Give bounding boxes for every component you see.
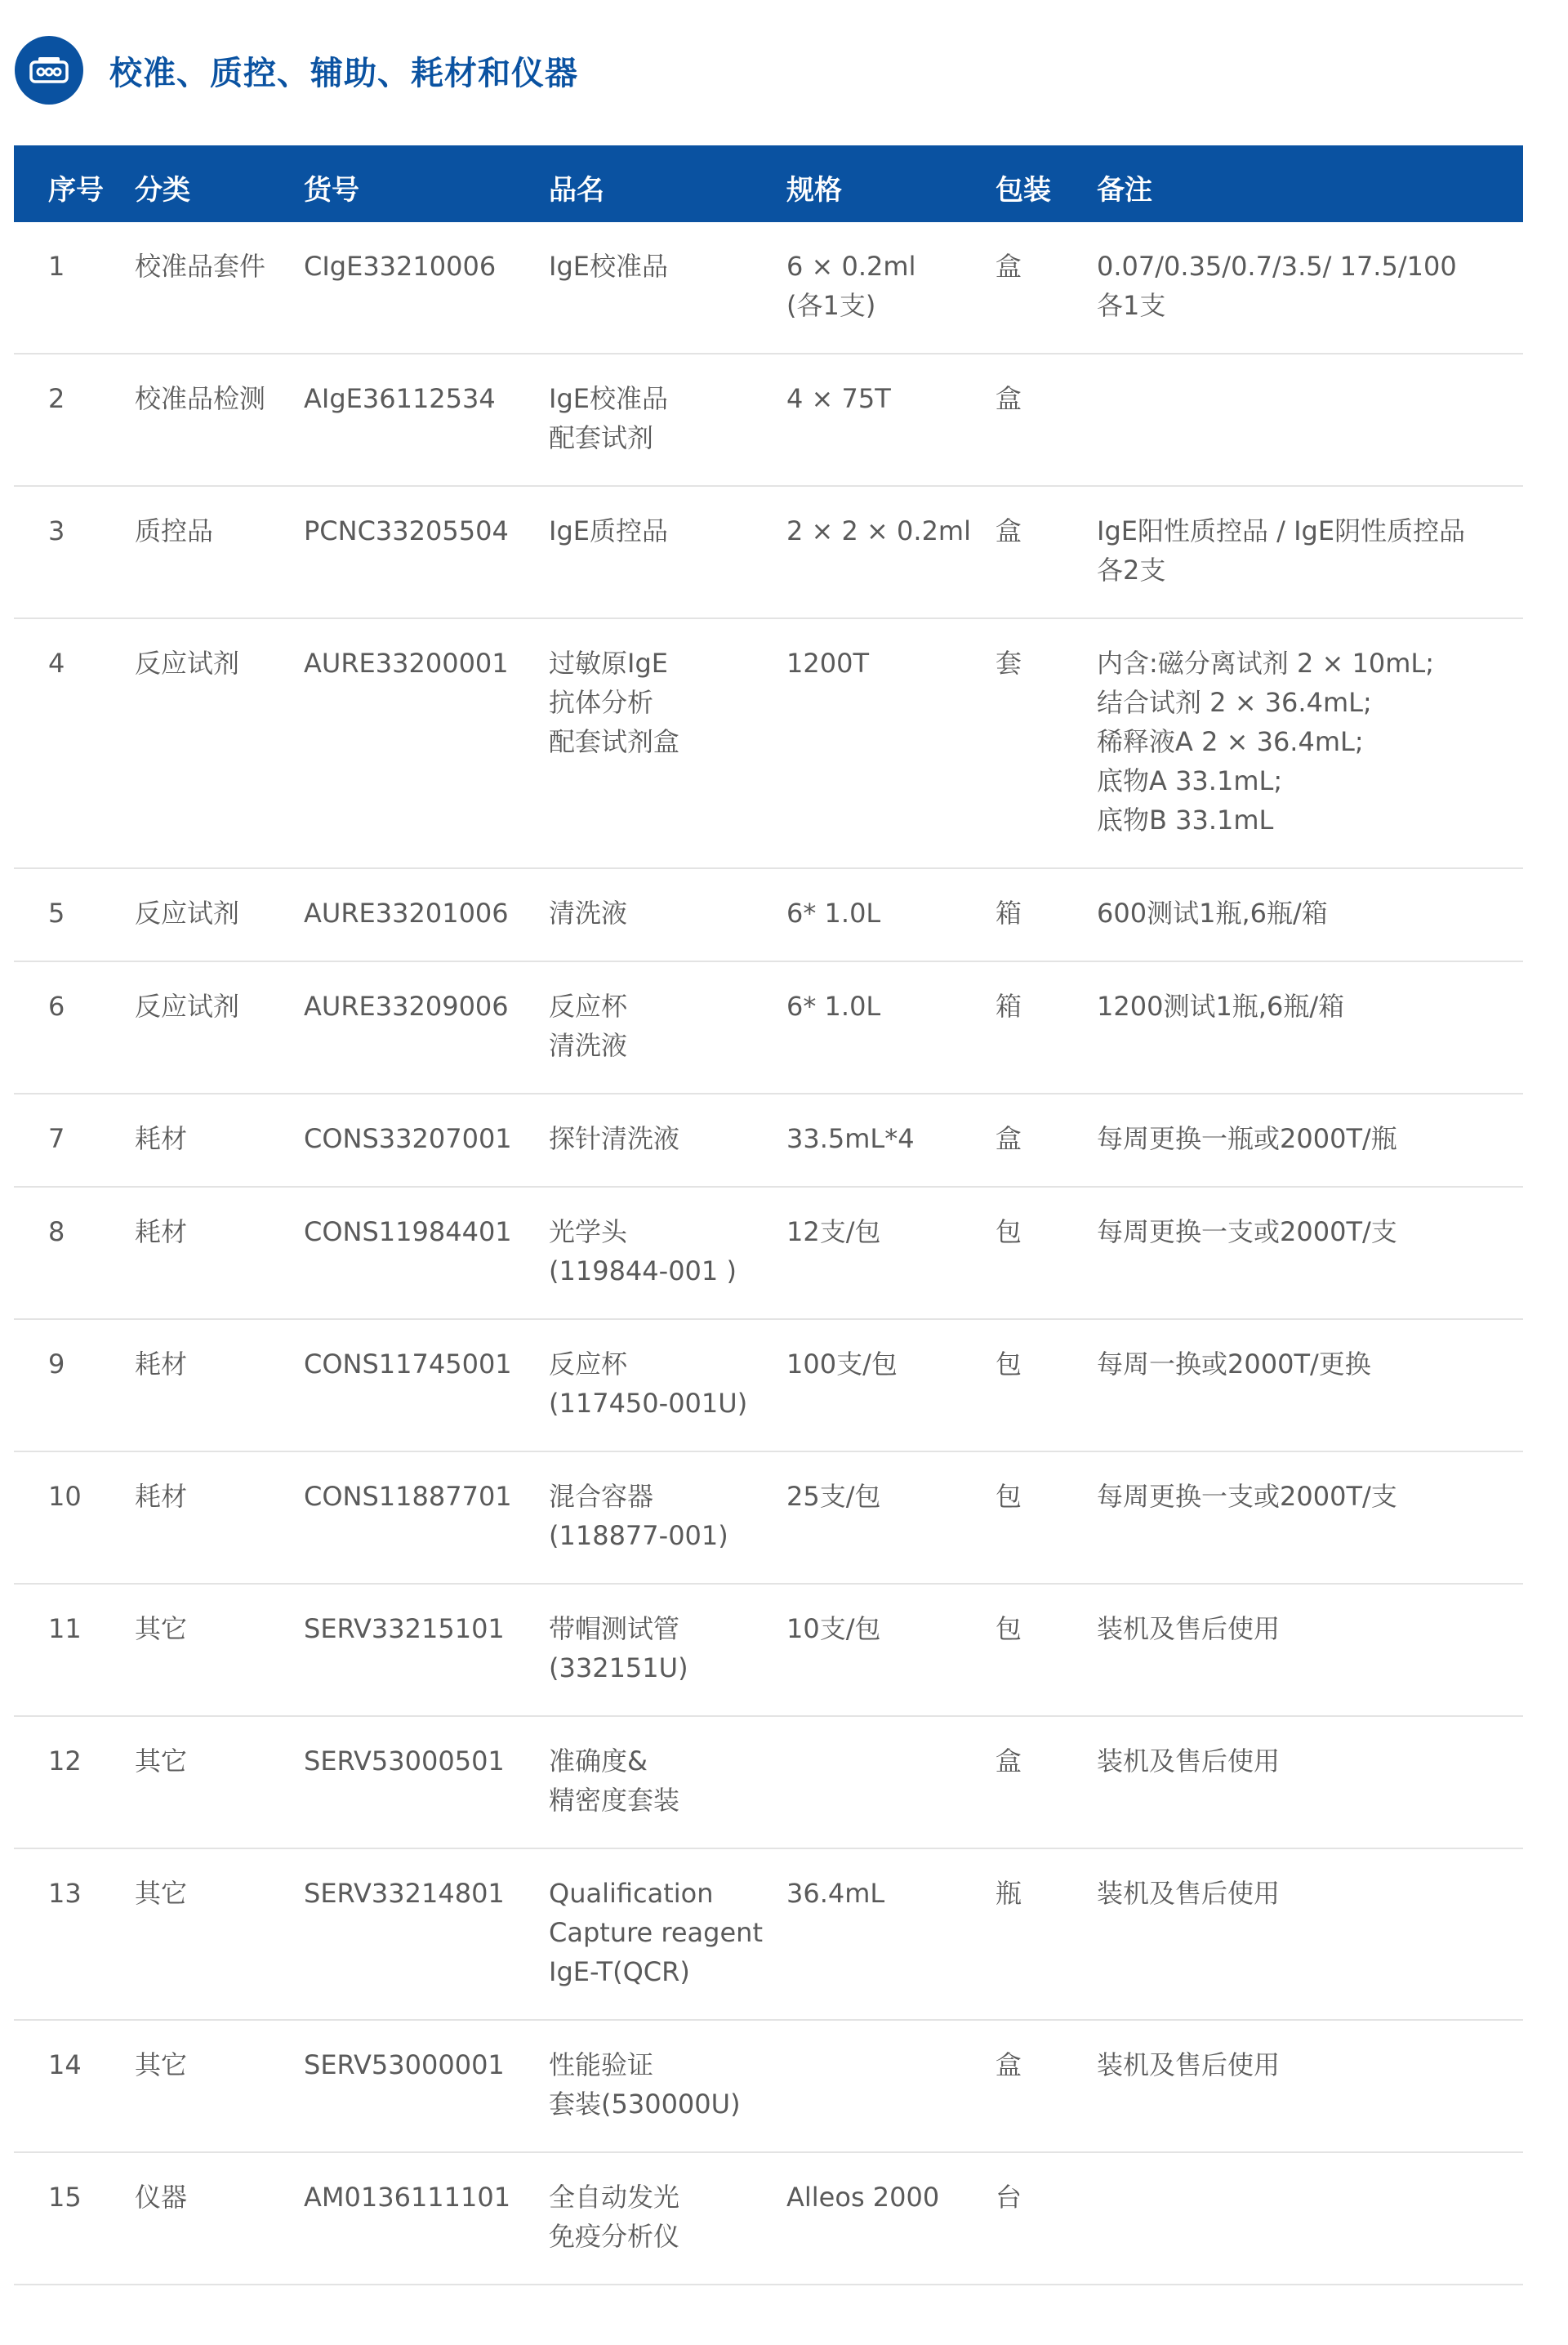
cell-seq: 14 <box>14 2020 135 2152</box>
cell-note: 每周更换一支或2000T/支 <box>1097 1451 1523 1584</box>
cell-spec: 6* 1.0L <box>786 868 996 961</box>
cell-note: 装机及售后使用 <box>1097 1584 1523 1716</box>
cell-note: 0.07/0.35/0.7/3.5/ 17.5/100 各1支 <box>1097 222 1523 354</box>
cell-seq: 1 <box>14 222 135 354</box>
cell-seq: 4 <box>14 618 135 868</box>
page-title: 校准、质控、辅助、耗材和仪器 <box>109 54 578 92</box>
cell-item-no: CONS11887701 <box>304 1451 549 1584</box>
cell-category: 耗材 <box>135 1187 304 1319</box>
cell-category: 校准品套件 <box>135 222 304 354</box>
cell-spec: 4 × 75T <box>786 354 996 486</box>
cell-name: 过敏原IgE 抗体分析 配套试剂盒 <box>549 618 786 868</box>
cell-seq: 11 <box>14 1584 135 1716</box>
cell-note <box>1097 354 1523 486</box>
cell-name: IgE校准品 <box>549 222 786 354</box>
table-row <box>14 1319 1523 1451</box>
cell-name: 反应杯 (117450-001U) <box>549 1319 786 1451</box>
cell-category: 其它 <box>135 1584 304 1716</box>
cell-spec <box>786 1716 996 1848</box>
cell-pack: 瓶 <box>996 1848 1097 2020</box>
cell-pack: 盒 <box>996 1716 1097 1848</box>
cell-pack: 包 <box>996 1187 1097 1319</box>
cell-item-no: AIgE36112534 <box>304 354 549 486</box>
table-row <box>14 618 1523 868</box>
table-body <box>14 222 1523 2285</box>
cell-item-no: AURE33201006 <box>304 868 549 961</box>
cell-category: 耗材 <box>135 1094 304 1187</box>
product-table-container <box>14 145 1523 2285</box>
cell-item-no: PCNC33205504 <box>304 486 549 618</box>
cell-seq: 5 <box>14 868 135 961</box>
cell-seq: 8 <box>14 1187 135 1319</box>
cell-name: 清洗液 <box>549 868 786 961</box>
cell-spec: 36.4mL <box>786 1848 996 2020</box>
cell-category: 质控品 <box>135 486 304 618</box>
cell-note: 装机及售后使用 <box>1097 1848 1523 2020</box>
cell-category: 其它 <box>135 1848 304 2020</box>
cell-item-no: SERV53000001 <box>304 2020 549 2152</box>
cell-item-no: AURE33200001 <box>304 618 549 868</box>
reagent-kit-icon <box>15 36 83 105</box>
cell-name: 混合容器 (118877-001) <box>549 1451 786 1584</box>
cell-category: 仪器 <box>135 2152 304 2285</box>
cell-pack: 包 <box>996 1584 1097 1716</box>
cell-pack: 盒 <box>996 354 1097 486</box>
table-row <box>14 2152 1523 2285</box>
cell-seq: 10 <box>14 1451 135 1584</box>
cell-pack: 盒 <box>996 2020 1097 2152</box>
cell-spec <box>786 2020 996 2152</box>
cell-item-no: CIgE33210006 <box>304 222 549 354</box>
table-row <box>14 1187 1523 1319</box>
reagent-kit-glyph <box>29 56 69 85</box>
cell-seq: 12 <box>14 1716 135 1848</box>
table-row <box>14 486 1523 618</box>
cell-item-no: AURE33209006 <box>304 961 549 1094</box>
cell-pack: 台 <box>996 2152 1097 2285</box>
cell-category: 反应试剂 <box>135 961 304 1094</box>
cell-item-no: AM0136111101 <box>304 2152 549 2285</box>
cell-pack: 盒 <box>996 1094 1097 1187</box>
cell-name: IgE质控品 <box>549 486 786 618</box>
cell-name: 带帽测试管 (332151U) <box>549 1584 786 1716</box>
cell-name: 全自动发光 免疫分析仪 <box>549 2152 786 2285</box>
cell-spec: 10支/包 <box>786 1584 996 1716</box>
cell-note: 每周一换或2000T/更换 <box>1097 1319 1523 1451</box>
table-row <box>14 1716 1523 1848</box>
table-row <box>14 1451 1523 1584</box>
column-header-note: 备注 <box>1097 173 1152 207</box>
cell-name: IgE校准品 配套试剂 <box>549 354 786 486</box>
cell-note: 每周更换一支或2000T/支 <box>1097 1187 1523 1319</box>
cell-spec: 25支/包 <box>786 1451 996 1584</box>
cell-name: 性能验证 套装(530000U) <box>549 2020 786 2152</box>
cell-item-no: SERV33214801 <box>304 1848 549 2020</box>
table-row <box>14 961 1523 1094</box>
cell-seq: 7 <box>14 1094 135 1187</box>
table-row <box>14 1094 1523 1187</box>
cell-category: 耗材 <box>135 1319 304 1451</box>
cell-spec: 2 × 2 × 0.2ml <box>786 486 996 618</box>
cell-name: 反应杯 清洗液 <box>549 961 786 1094</box>
cell-category: 反应试剂 <box>135 618 304 868</box>
cell-item-no: SERV53000501 <box>304 1716 549 1848</box>
column-header-pack: 包装 <box>996 173 1051 207</box>
cell-category: 耗材 <box>135 1451 304 1584</box>
product-table <box>14 145 1523 2285</box>
cell-pack: 盒 <box>996 222 1097 354</box>
cell-spec: 100支/包 <box>786 1319 996 1451</box>
cell-note: IgE阳性质控品 / IgE阴性质控品 各2支 <box>1097 486 1523 618</box>
table-header-row <box>14 145 1523 222</box>
cell-spec: Alleos 2000 <box>786 2152 996 2285</box>
table-row <box>14 354 1523 486</box>
cell-note <box>1097 2152 1523 2285</box>
cell-spec: 6* 1.0L <box>786 961 996 1094</box>
cell-category: 其它 <box>135 2020 304 2152</box>
cell-note: 每周更换一瓶或2000T/瓶 <box>1097 1094 1523 1187</box>
table-row <box>14 1584 1523 1716</box>
cell-seq: 15 <box>14 2152 135 2285</box>
cell-pack: 套 <box>996 618 1097 868</box>
table-row <box>14 1848 1523 2020</box>
cell-spec: 33.5mL*4 <box>786 1094 996 1187</box>
cell-category: 其它 <box>135 1716 304 1848</box>
table-row <box>14 2020 1523 2152</box>
cell-spec: 12支/包 <box>786 1187 996 1319</box>
cell-note: 装机及售后使用 <box>1097 1716 1523 1848</box>
cell-note: 600测试1瓶,6瓶/箱 <box>1097 868 1523 961</box>
cell-name: 光学头 (119844-001 ) <box>549 1187 786 1319</box>
cell-pack: 箱 <box>996 868 1097 961</box>
cell-note: 内含:磁分离试剂 2 × 10mL; 结合试剂 2 × 36.4mL; 稀释液A 2 × 36.4mL; 底物A 33.1mL; 底物B 33.1mL <box>1097 618 1523 868</box>
cell-seq: 2 <box>14 354 135 486</box>
table-header <box>14 145 1523 222</box>
cell-seq: 13 <box>14 1848 135 2020</box>
cell-seq: 3 <box>14 486 135 618</box>
cell-note: 1200测试1瓶,6瓶/箱 <box>1097 961 1523 1094</box>
cell-pack: 盒 <box>996 486 1097 618</box>
cell-note: 装机及售后使用 <box>1097 2020 1523 2152</box>
column-header-seq: 序号 <box>48 173 104 207</box>
cell-name: 探针清洗液 <box>549 1094 786 1187</box>
cell-item-no: CONS33207001 <box>304 1094 549 1187</box>
cell-seq: 6 <box>14 961 135 1094</box>
cell-spec: 6 × 0.2ml (各1支) <box>786 222 996 354</box>
cell-seq: 9 <box>14 1319 135 1451</box>
cell-item-no: SERV33215101 <box>304 1584 549 1716</box>
page-header <box>15 36 578 105</box>
cell-category: 校准品检测 <box>135 354 304 486</box>
cell-category: 反应试剂 <box>135 868 304 961</box>
cell-item-no: CONS11745001 <box>304 1319 549 1451</box>
column-header-category: 分类 <box>135 173 190 207</box>
cell-item-no: CONS11984401 <box>304 1187 549 1319</box>
cell-pack: 箱 <box>996 961 1097 1094</box>
cell-name: 准确度& 精密度套装 <box>549 1716 786 1848</box>
table-row <box>14 222 1523 354</box>
column-header-name: 品名 <box>549 173 604 207</box>
cell-pack: 包 <box>996 1451 1097 1584</box>
cell-spec: 1200T <box>786 618 996 868</box>
column-header-item-no: 货号 <box>304 173 359 207</box>
cell-pack: 包 <box>996 1319 1097 1451</box>
cell-name: Qualification Capture reagent IgE-T(QCR) <box>549 1848 786 2020</box>
column-header-spec: 规格 <box>786 173 842 207</box>
table-row <box>14 868 1523 961</box>
